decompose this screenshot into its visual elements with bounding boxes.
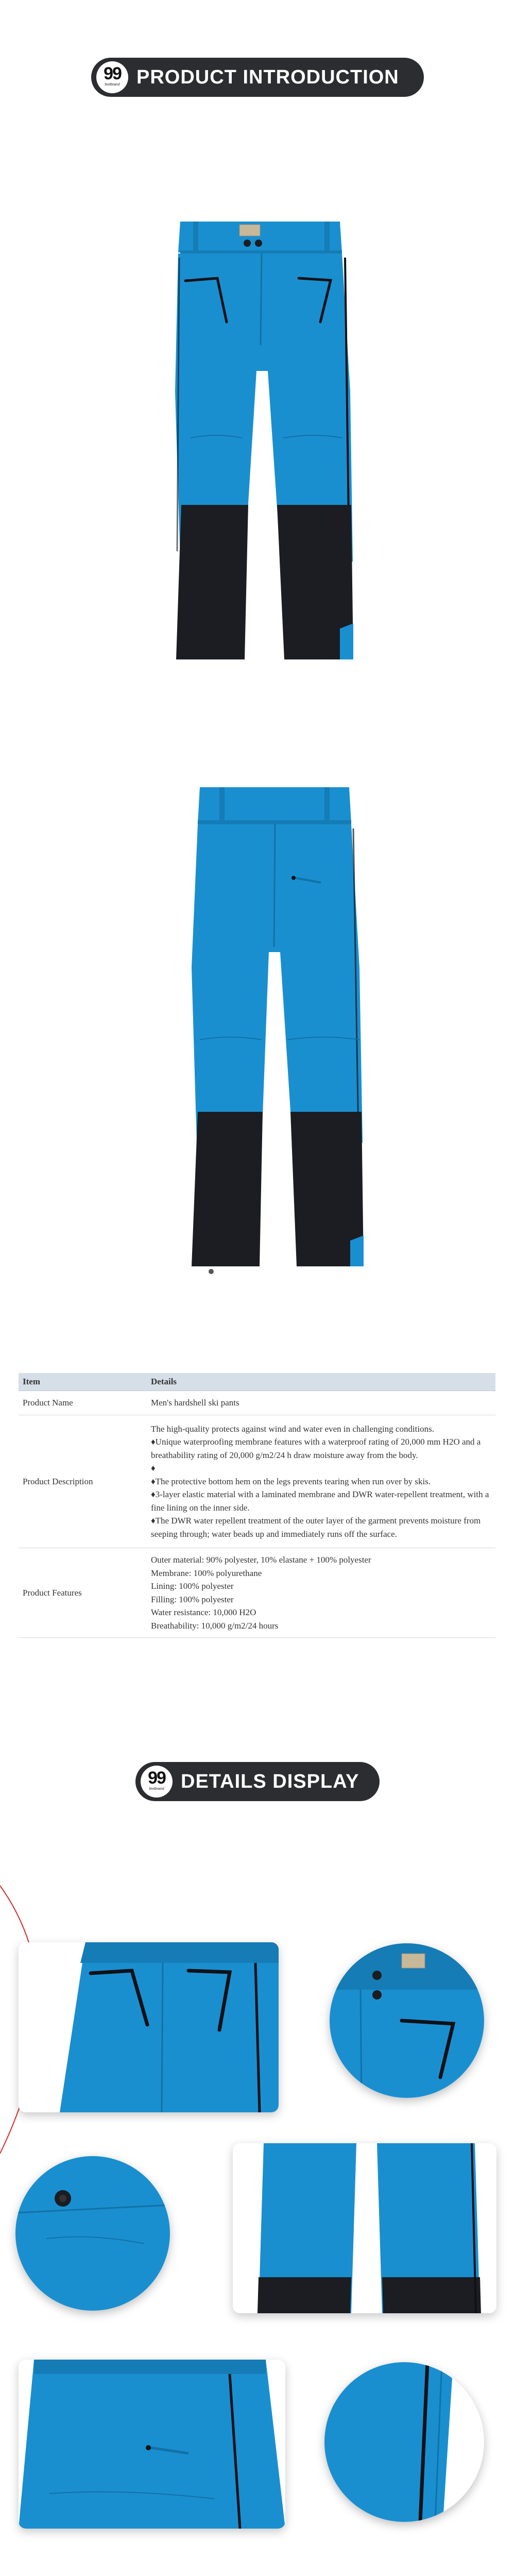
spec-value (147, 1391, 495, 1415)
spec-table (19, 1373, 495, 1638)
detail-circle-waist (330, 1943, 484, 2098)
table-row (19, 1548, 495, 1638)
detail-circle-side-zip (324, 2362, 484, 2522)
spec-line: Membrane: 100% polyurethane (151, 1568, 262, 1578)
details-banner (135, 1762, 380, 1801)
details-section-title: DETAILS DISPLAY (181, 1770, 359, 1792)
spec-header-details: Details (147, 1373, 495, 1391)
detail-card-back-pocket (19, 2360, 285, 2529)
spec-line: Lining: 100% polyester (151, 1581, 234, 1591)
brand-logo (141, 1766, 173, 1798)
detail-circle-back-button (15, 2156, 170, 2311)
brand-logo-subtext: textbrand (105, 83, 120, 87)
brand-logo-number: 99 (148, 1768, 165, 1788)
spec-line: Men's hardshell ski pants (151, 1398, 239, 1408)
brand-logo-number: 99 (104, 64, 121, 83)
pants-front-image (170, 216, 355, 665)
spec-line: ♦Unique waterproofing membrane features with a waterproof rating of 20,000 mm H2O and a breathability rating of 20,000 g/m2/24 h draw moisture away from the body. (151, 1437, 481, 1460)
spec-key: Product Name (19, 1391, 147, 1415)
table-row (19, 1415, 495, 1548)
spec-line: Outer material: 90% polyester, 10% elastane + 100% polyester (151, 1555, 371, 1565)
spec-line: Water resistance: 10,000 H2O (151, 1607, 256, 1617)
spec-key: Product Features (19, 1548, 147, 1638)
spec-line: ♦The protective bottom hem on the legs prevents tearing when run over by skis. (151, 1476, 431, 1486)
spec-value (147, 1548, 495, 1638)
brand-logo-subtext: textbrand (149, 1787, 164, 1791)
detail-card-front-pocket (19, 1942, 279, 2112)
detail-card-lower-legs (233, 2143, 496, 2313)
brand-logo (96, 61, 128, 93)
table-row (19, 1391, 495, 1415)
spec-header-item: Item (19, 1373, 147, 1391)
spec-line: Breathability: 10,000 g/m2/24 hours (151, 1620, 279, 1631)
spec-line: Filling: 100% polyester (151, 1594, 234, 1604)
spec-line: The high-quality protects against wind and water even in challenging conditions. (151, 1423, 434, 1434)
pants-back-image (184, 782, 370, 1279)
spec-value (147, 1415, 495, 1548)
spec-table-header-row (19, 1373, 495, 1391)
spec-line: ♦The DWR water repellent treatment of the outer layer of the garment prevents moisture from seeping through; water beads up and immediately runs off the surface. (151, 1516, 481, 1539)
spec-line: ♦3-layer elastic material with a laminated membrane and DWR water-repellent treatment, with a fine lining on the inner side. (151, 1489, 489, 1513)
spec-key: Product Description (19, 1415, 147, 1548)
spec-line: ♦ (151, 1463, 156, 1473)
intro-banner (91, 58, 424, 97)
intro-section-title: PRODUCT INTRODUCTION (136, 66, 399, 88)
